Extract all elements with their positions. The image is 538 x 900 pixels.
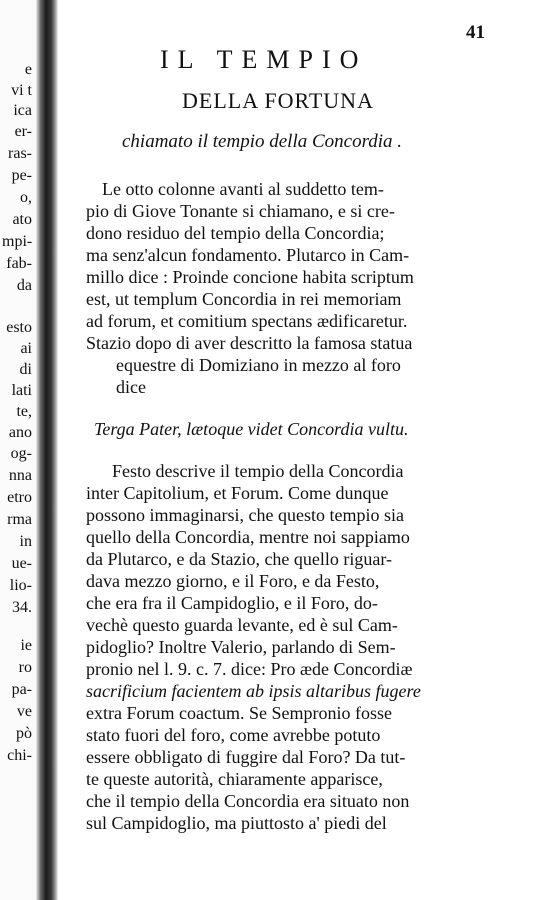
body-line: Le otto colonne avanti al suddetto tem- <box>102 179 384 199</box>
facing-page-word: pe- <box>11 167 32 184</box>
facing-page-word: ato <box>12 211 32 228</box>
body-line: inter Capitolium, et Forum. Come dunque <box>86 483 389 503</box>
body-line: dono residuo del tempio della Concordia; <box>86 223 385 243</box>
facing-page-word: esto <box>6 319 32 336</box>
facing-page-word: in <box>19 533 32 550</box>
body-line: sacrificium facientem ab ipsis altaribus fugere <box>86 681 421 701</box>
body-line: quello della Concordia, mentre noi sappiamo <box>86 527 410 547</box>
facing-page-word: ras- <box>8 145 32 162</box>
body-line: che era fra il Campidoglio, e il Foro, do- <box>86 593 378 613</box>
facing-page-word: lati <box>11 382 32 399</box>
facing-page-word: er- <box>14 123 32 140</box>
facing-page-word: di <box>19 361 32 378</box>
facing-page-word: og- <box>10 445 32 462</box>
facing-page-word: ano <box>8 424 32 441</box>
facing-page-word: rma <box>7 511 32 528</box>
facing-page-word: nna <box>8 467 32 484</box>
page-subtitle: DELLA FORTUNA <box>182 88 374 113</box>
facing-page-word: o, <box>20 189 32 206</box>
facing-page-word: 34. <box>12 599 32 616</box>
body-line: dava mezzo giorno, e il Foro, e da Festo, <box>86 571 380 591</box>
facing-page-word: mpi- <box>2 233 33 250</box>
facing-page-word: te, <box>16 403 32 420</box>
section-subheading: chiamato il tempio della Concordia . <box>122 131 403 152</box>
facing-page-word: ai <box>20 340 32 357</box>
page-number: 41 <box>466 22 485 43</box>
facing-page-word: ro <box>18 659 32 676</box>
body-line: dice <box>116 377 146 397</box>
page-title: IL TEMPIO <box>160 45 368 74</box>
facing-page-word: chi- <box>7 747 32 764</box>
body-line: ad forum, et comitium spectans ædificaretur. <box>86 311 408 331</box>
body-line: vechè questo guarda levante, ed è sul Cam- <box>86 615 398 635</box>
facing-page-word: ica <box>13 102 32 119</box>
body-line: Festo descrive il tempio della Concordia <box>112 461 404 481</box>
verse-quote: Terga Pater, lætoque videt Concordia vultu. <box>94 419 409 439</box>
body-line: ma senz'alcun fondamento. Plutarco in Cam- <box>86 245 410 265</box>
facing-page-word: ue- <box>11 555 32 572</box>
body-line: sul Campidoglio, ma piuttosto a' piedi del <box>86 813 387 833</box>
body-line: te queste autorità, chiaramente apparisce, <box>86 769 383 789</box>
body-line: equestre di Domiziano in mezzo al foro <box>116 355 401 375</box>
body-line: pronio nel l. 9. c. 7. dice: Pro æde Concordiæ <box>86 659 413 679</box>
book-gutter <box>36 0 58 900</box>
facing-page-word: ve <box>16 703 32 720</box>
facing-page-word: lio- <box>9 577 32 594</box>
body-line: che il tempio della Concordia era situato non <box>86 791 410 811</box>
body-line: possono immaginarsi, che questo tempio sia <box>86 505 404 525</box>
facing-page-word: etro <box>7 489 32 506</box>
body-line: Stazio dopo di aver descritto la famosa statua <box>86 333 413 353</box>
facing-page-word: fab- <box>6 255 32 272</box>
facing-page-word: pa- <box>11 681 32 698</box>
facing-page-word: ie <box>20 637 32 654</box>
body-line: pio di Giove Tonante si chiamano, e si cre- <box>86 201 395 221</box>
body-line: pidoglio? Inoltre Valerio, parlando di Sem- <box>86 637 396 657</box>
body-line: stato fuori del foro, come avrebbe potuto <box>86 725 381 745</box>
body-line: da Plutarco, e da Stazio, che quello riguar- <box>86 549 393 569</box>
facing-page-word: vi t <box>11 82 32 99</box>
body-line: est, ut templum Concordia in rei memoriam <box>86 289 402 309</box>
facing-page-word: e <box>24 61 32 78</box>
body-line: millo dice : Proinde concione habita scriptum <box>86 267 414 287</box>
facing-page-word: pò <box>16 725 32 742</box>
body-line: essere obbligato di fuggire dal Foro? Da tut- <box>86 747 406 767</box>
body-line: extra Forum coactum. Se Sempronio fosse <box>86 703 392 723</box>
facing-page-word: da <box>16 277 32 294</box>
